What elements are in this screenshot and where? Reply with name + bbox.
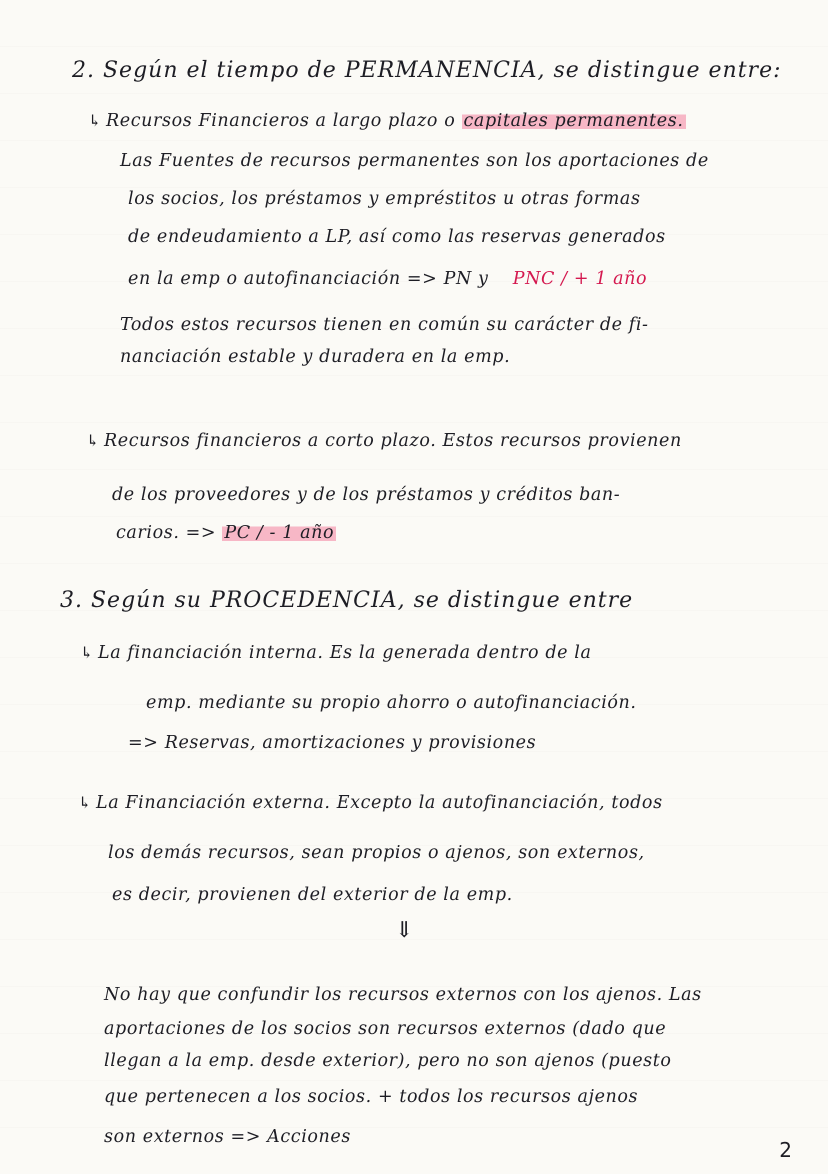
pnc-duration: / + 1 año (555, 269, 648, 289)
note-line: aportaciones de los socios son recursos externos (dado que (104, 1019, 667, 1039)
text-line: nanciación estable y duradera en la emp. (120, 347, 511, 367)
highlight-capitales-permanentes: capitales permanentes. (463, 111, 684, 131)
text-segment: carios. => (116, 523, 223, 543)
text-line: los demás recursos, sean propios o ajenos, son externos, (108, 843, 645, 863)
note-line: son externos => Acciones (104, 1127, 351, 1147)
text-line: de endeudamiento a LP, así como las reservas generados (128, 227, 666, 247)
item-external (78, 790, 663, 816)
text-line: Las Fuentes de recursos permanentes son los aportaciones de (120, 151, 709, 171)
text-line: los socios, los préstamos y empréstitos u otras formas (128, 189, 641, 209)
text-line-pn (128, 266, 647, 292)
section-2-heading: 2. Según el tiempo de PERMANENCIA, se distingue entre: (72, 58, 782, 83)
text-segment: Recursos financieros a corto plazo. Estos recursos provienen (104, 431, 682, 451)
item-lead: Recursos Financieros a largo plazo o (106, 111, 462, 131)
text-line-pc (116, 520, 336, 546)
text-segment: La financiación interna. Es la generada dentro de la (98, 643, 592, 663)
text-line: es decir, provienen del exterior de la emp. (112, 885, 513, 905)
page-number: 2 (779, 1138, 792, 1162)
hook-arrow-icon: ↳ (86, 431, 101, 450)
hook-arrow-icon: ↳ (78, 793, 93, 812)
pnc-label: PNC (512, 269, 555, 289)
note-line: llegan a la emp. desde exterior), pero no son ajenos (puesto (104, 1051, 672, 1071)
text-line: de los proveedores y de los préstamos y créditos ban- (112, 485, 621, 505)
item-long-term (88, 108, 686, 134)
text-line: Todos estos recursos tienen en común su carácter de fi- (120, 315, 649, 335)
section-3-heading: 3. Según su PROCEDENCIA, se distingue entre (60, 588, 634, 613)
hook-arrow-icon: ↳ (80, 643, 95, 662)
text-segment: en la emp o autofinanciación => PN y (128, 269, 489, 289)
double-down-arrow-icon: ⇓ (395, 918, 414, 943)
item-internal (80, 640, 592, 666)
note-line: No hay que confundir los recursos externos con los ajenos. Las (104, 985, 702, 1005)
text-line: => Reservas, amortizaciones y provisiones (128, 733, 537, 753)
item-short-term (86, 428, 682, 454)
text-segment: La Financiación externa. Excepto la autofinanciación, todos (96, 793, 663, 813)
text-line: emp. mediante su propio ahorro o autofinanciación. (146, 693, 637, 713)
highlight-pc: PC / - 1 año (224, 523, 335, 543)
note-line: que pertenecen a los socios. + todos los recursos ajenos (104, 1087, 639, 1107)
hook-arrow-icon: ↳ (88, 111, 103, 130)
